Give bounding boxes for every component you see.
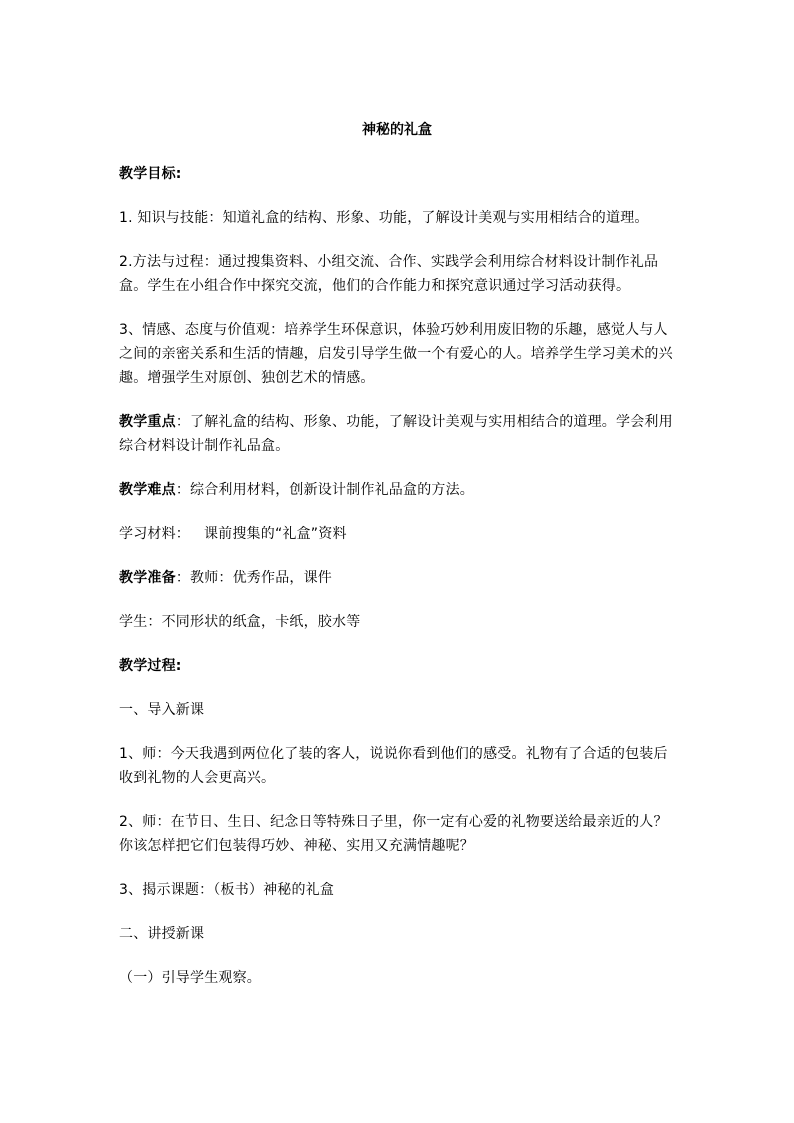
process-heading: 教学过程: (119, 658, 182, 674)
prep-label: 教学准备 (119, 570, 176, 586)
section-intro-heading: 一、导入新课 (119, 702, 205, 718)
students-materials-line: 学生：不同形状的纸盒，卡纸，胶水等 (119, 614, 361, 630)
difficulty-paragraph (119, 478, 675, 502)
intro-step-3: 3、揭示课题：（板书）神秘的礼盒 (119, 882, 335, 898)
key-point-label: 教学重点 (119, 414, 176, 430)
objective-knowledge: 1. 知识与技能：知道礼盒的结构、形象、功能，了解设计美观与实用相结合的道理。 (119, 210, 649, 226)
difficulty-label: 教学难点 (119, 482, 176, 498)
objective-emotion: 3、情感、态度与价值观：培养学生环保意识，体验巧妙利用废旧物的乐趣，感觉人与人之间的亲密关系和生活的情趣，启发引导学生做一个有爱心的人。培养学生学习美术的兴趣。增强学生对原创、独创艺术的情感。 (119, 322, 673, 386)
prep-paragraph (119, 566, 675, 590)
document-body (119, 118, 675, 1010)
intro-step-1: 1、师：今天我遇到两位化了装的客人，说说你看到他们的感受。礼物有了合适的包装后收到礼物的人会更高兴。 (119, 746, 668, 786)
objectives-heading: 教学目标: (119, 166, 182, 182)
key-point-text: ：了解礼盒的结构、形象、功能，了解设计美观与实用相结合的道理。学会利用综合材料设计制作礼品盒。 (119, 414, 673, 454)
prep-text: ：教师：优秀作品，课件 (175, 570, 333, 586)
difficulty-text: ：综合利用材料，创新设计制作礼品盒的方法。 (175, 482, 475, 498)
section-teaching-heading: 二、讲授新课 (119, 926, 205, 942)
teaching-sub-1: （一）引导学生观察。 (119, 970, 261, 986)
key-point-paragraph (119, 410, 675, 458)
materials-line: 学习材料： 课前搜集的“礼盒”资料 (119, 526, 347, 542)
intro-step-2: 2、师：在节日、生日、纪念日等特殊日子里，你一定有心爱的礼物要送给最亲近的人？你该怎样把它们包装得巧妙、神秘、实用又充满情趣呢？ (119, 814, 668, 854)
document-title: 神秘的礼盒 (362, 122, 432, 138)
objective-method: 2.方法与过程：通过搜集资料、小组交流、合作、实践学会利用综合材料设计制作礼品盒。学生在小组合作中探究交流，他们的合作能力和探究意识通过学习活动获得。 (119, 254, 659, 294)
